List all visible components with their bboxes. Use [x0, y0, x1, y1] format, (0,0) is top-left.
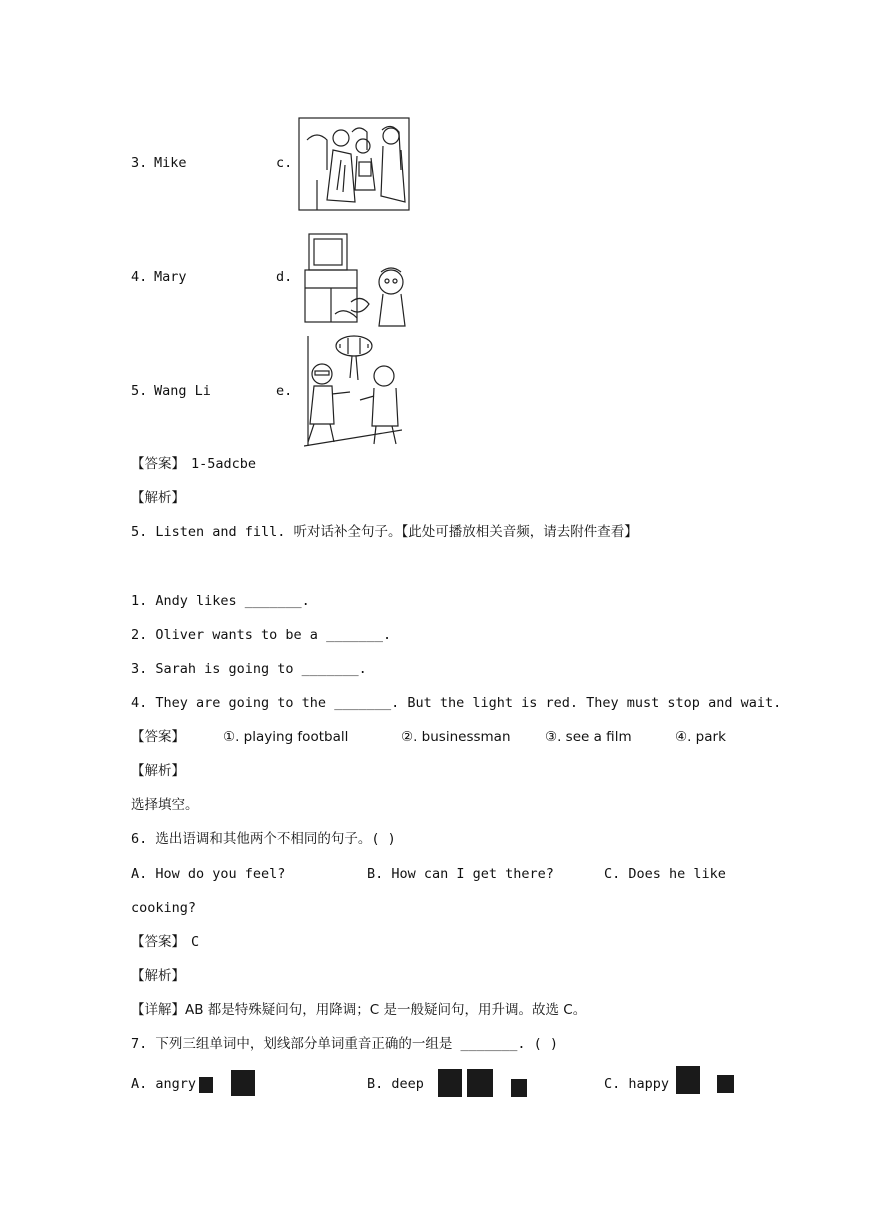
- q5-item-1: 1. Andy likes _______.: [131, 593, 310, 609]
- q5-answer-1: ①. playing football: [223, 729, 349, 745]
- tv-boy-picture: [301, 226, 413, 330]
- q6-option-b: B. How can I get there?: [367, 866, 554, 882]
- match-name-mike: Mike: [154, 155, 187, 171]
- q4-answer: 1-5adcbe: [191, 456, 257, 472]
- q6-answer-tag: 【答案】: [131, 934, 185, 950]
- match-letter-c: c.: [276, 155, 293, 171]
- q6-option-c: C. Does he like: [604, 866, 726, 882]
- match-letter-e: e.: [276, 383, 293, 399]
- q5-analysis-tag: 【解析】: [131, 763, 185, 779]
- q5-answer-2: ②. businessman: [401, 729, 511, 745]
- q6-option-a: A. How do you feel?: [131, 866, 286, 882]
- lantern-children-picture: [304, 334, 402, 448]
- q7-option-c: C. happy: [604, 1076, 670, 1092]
- q7-c-mark-1: [676, 1066, 700, 1094]
- q6-answer: C: [191, 934, 200, 950]
- q4-analysis-tag: 【解析】: [131, 490, 185, 506]
- q6-prompt: 6. 选出语调和其他两个不相同的句子。( ): [131, 831, 396, 847]
- q4-answer-tag: 【答案】: [131, 456, 185, 472]
- q5-analysis: 选择填空。: [131, 797, 199, 813]
- q7-option-b: B. deep: [367, 1076, 424, 1092]
- q6-detail: 【详解】AB 都是特殊疑问句，用降调；C 是一般疑问句，用升调。故选 C。: [131, 1002, 587, 1018]
- q7-a-mark-1: [199, 1077, 213, 1093]
- match-letter-d: d.: [276, 269, 293, 285]
- q6-option-c-cont: cooking?: [131, 900, 197, 916]
- q7-prompt: 7. 下列三组单词中，划线部分单词重音正确的一组是 _______. ( ): [131, 1036, 559, 1052]
- q7-a-mark-2: [231, 1070, 255, 1096]
- q5-answer-tag: 【答案】: [131, 729, 185, 745]
- q5-answer-3: ③. see a film: [545, 729, 632, 745]
- q7-b-mark-3: [511, 1079, 527, 1097]
- q6-analysis-tag: 【解析】: [131, 968, 185, 984]
- q5-item-2: 2. Oliver wants to be a _______.: [131, 627, 392, 643]
- q5-item-3: 3. Sarah is going to _______.: [131, 661, 367, 677]
- match-num-4: 4.: [131, 269, 148, 285]
- q7-option-a: A. angry: [131, 1076, 197, 1092]
- q7-b-mark-1: [438, 1069, 462, 1097]
- q5-prompt: 5. Listen and fill. 听对话补全句子。【此处可播放相关音频，请去附件查看】: [131, 524, 638, 540]
- cinema-family-picture: [297, 110, 413, 214]
- match-num-3: 3.: [131, 155, 148, 171]
- q5-item-4: 4. They are going to the _______. But the light is red. They must stop and wait.: [131, 695, 782, 711]
- q5-answer-4: ④. park: [675, 729, 726, 745]
- match-name-wang-li: Wang Li: [154, 383, 211, 399]
- q7-c-mark-2: [717, 1075, 734, 1093]
- q7-b-mark-2: [467, 1069, 493, 1097]
- match-name-mary: Mary: [154, 269, 187, 285]
- match-num-5: 5.: [131, 383, 148, 399]
